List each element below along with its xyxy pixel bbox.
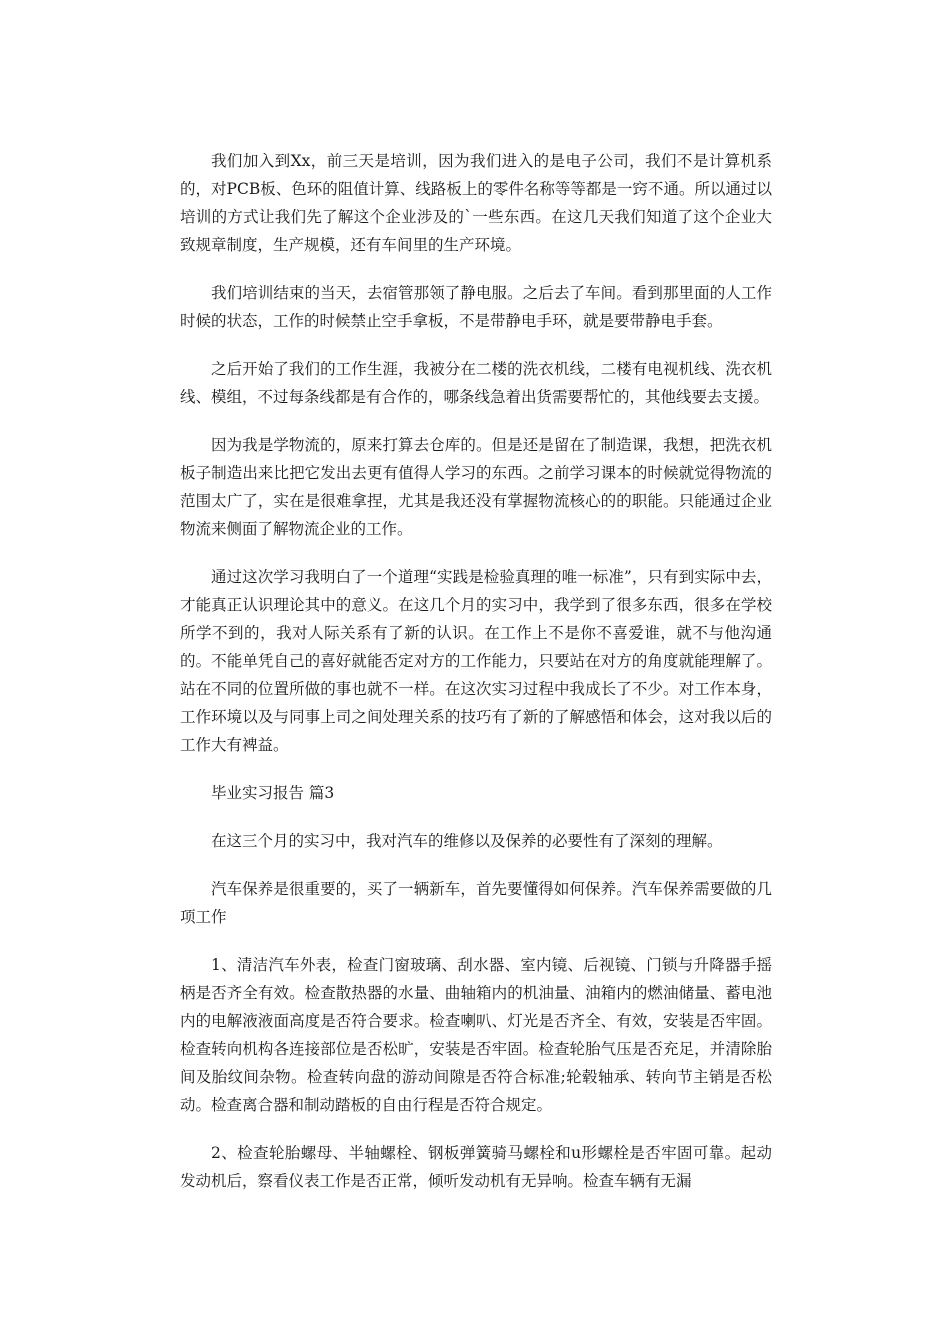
paragraph-intro: 在这三个月的实习中，我对汽车的维修以及保养的必要性有了深刻的理解。 [211,832,723,850]
paragraph-work-line: 之后开始了我们的工作生涯，我被分在二楼的洗衣机线，二楼有电视机线、洗衣机线、模组，不过每条线都是有合作的，哪条线急着出货需要帮忙的，其他线要去支援。 [180,360,772,406]
paragraph-item-1: 1、清洁汽车外表，检查门窗玻璃、刮水器、室内镜、后视镜、门锁与升降器手摇柄是否齐全有效。检查散热器的水量、曲轴箱内的机油量、油箱内的燃油储量、蓄电池内的电解液液面高度是否符合要求。检查喇叭、灯光是否齐全、有效，安装是否牢固。检查转向机构各连接部位是否松旷，安装是否牢固。检查轮胎气压是否充足，并清除胎间及胎纹间杂物。检查转向盘的游动间隙是否符合标准;轮毂轴承、转向节主销是否松动。检查离合器和制动踏板的自由行程是否符合规定。 [180,956,772,1114]
paragraph-item-2: 2、检查轮胎螺母、半轴螺栓、钢板弹簧骑马螺栓和u形螺栓是否牢固可靠。起动发动机后，察看仪表工作是否正常，倾听发动机有无异响。检查车辆有无漏 [180,1144,772,1190]
paragraph-reflection: 通过这次学习我明白了一个道理“实践是检验真理的唯一标准”，只有到实际中去，才能真正认识理论其中的意义。在这几个月的实习中，我学到了很多东西，很多在学校所学不到的，我对人际关系有了新的认识。在工作上不是你不喜爱谁，就不与他沟通的。不能单凭自己的喜好就能否定对方的工作能力，只要站在对方的角度就能理解了。站在不同的位置所做的事也就不一样。在这次实习过程中我成长了不少。对工作本身，工作环境以及与同事上司之间处理关系的技巧有了新的了解感悟和体会，这对我以后的工作大有裨益。 [180,568,772,754]
paragraph-maintenance: 汽车保养是很重要的，买了一辆新车，首先要懂得如何保养。汽车保养需要做的几项工作 [180,880,772,926]
paragraph-static-suit: 我们培训结束的当天，去宿管那领了静电服。之后去了车间。看到那里面的人工作时候的状态，工作的时候禁止空手拿板，不是带静电手环，就是要带静电手套。 [180,284,772,330]
paragraph-training: 我们加入到Xx，前三天是培训，因为我们进入的是电子公司，我们不是计算机系的，对PCB板、色环的阻值计算、线路板上的零件名称等等都是一窍不通。所以通过以培训的方式让我们先了解这个企业涉及的`一些东西。在这几天我们知道了这个企业大致规章制度，生产规模，还有车间里的生产环境。 [180,152,772,254]
section-heading: 毕业实习报告 篇3 [211,784,335,802]
document-body [180,147,772,1215]
paragraph-logistics: 因为我是学物流的，原来打算去仓库的。但是还是留在了制造课，我想，把洗衣机板子制造出来比把它发出去更有值得人学习的东西。之前学习课本的时候就觉得物流的范围太广了，实在是很难拿捏，尤其是我还没有掌握物流核心的的职能。只能通过企业物流来侧面了解物流企业的工作。 [180,436,772,538]
